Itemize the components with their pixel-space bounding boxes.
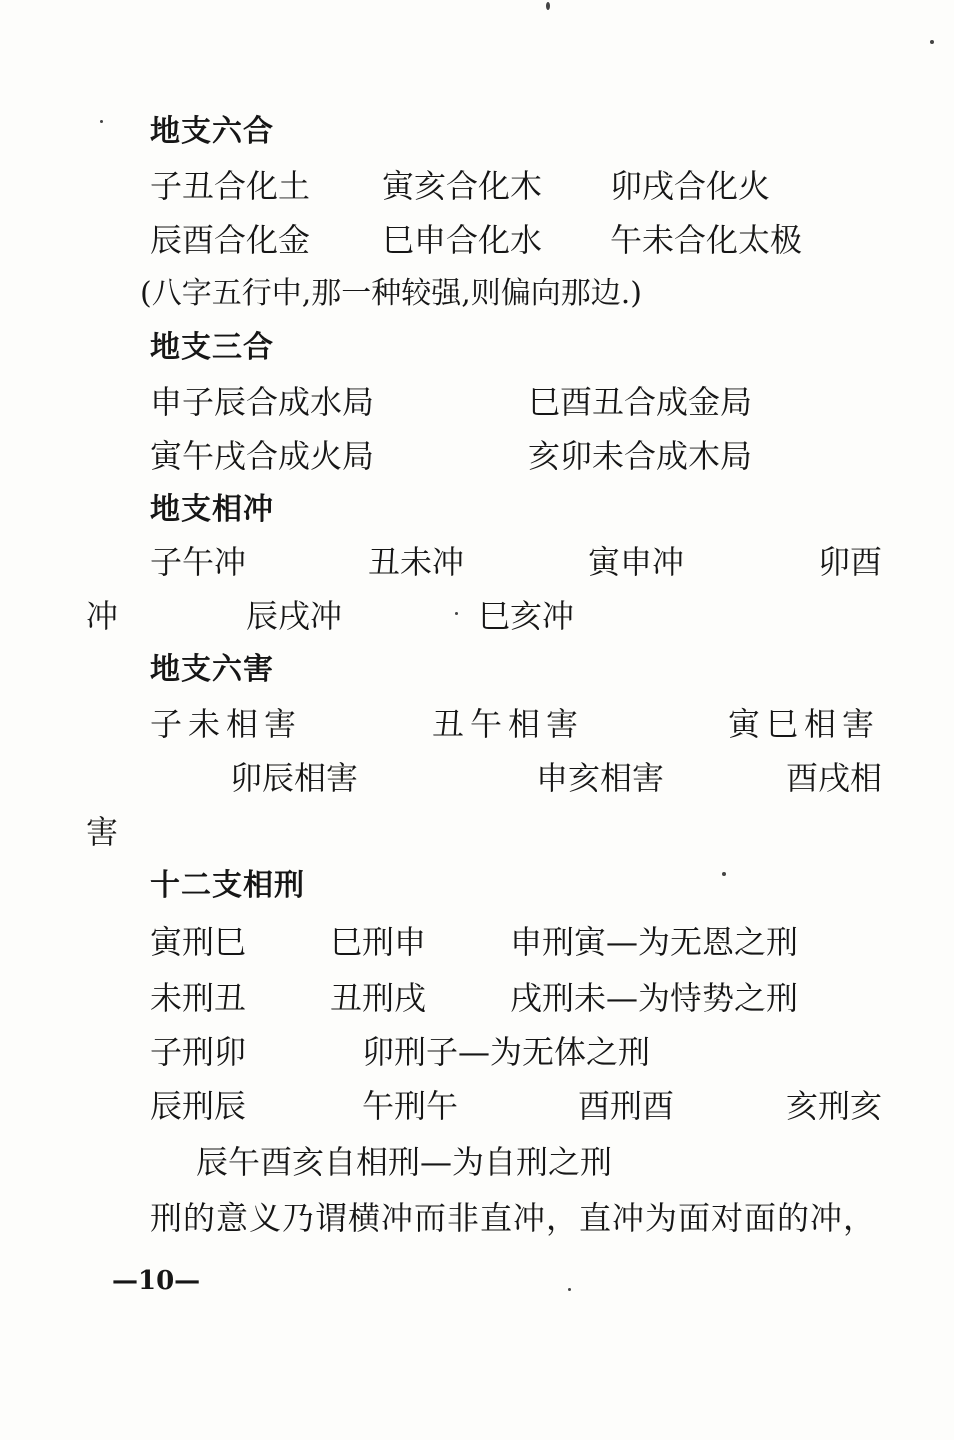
text-line: 卯辰相害 — [230, 759, 359, 797]
text-line: 寅申冲 — [588, 543, 685, 581]
page-number: —10— — [112, 1266, 201, 1296]
scan-speck — [722, 872, 726, 876]
section-heading-liuhe: 地支六合 — [150, 114, 274, 149]
text-line: 寅午戌合成火局 — [150, 437, 375, 475]
text-line: 辰午酉亥自相刑—为自刑之刑 — [196, 1143, 613, 1181]
scan-speck — [100, 120, 103, 123]
text-line: 亥卯未合成木局 — [528, 437, 753, 475]
text-line: 丑午相害 — [432, 705, 585, 743]
text-line: 申子辰合成水局 — [150, 383, 375, 421]
section-heading-xiangchong: 地支相冲 — [150, 492, 274, 527]
text-line: 丑未冲 — [368, 543, 465, 581]
scan-speck — [930, 40, 934, 44]
text-line: 寅巳相害 — [728, 705, 881, 743]
section-heading-liuhai: 地支六害 — [150, 652, 274, 687]
text-line: 卯酉 — [818, 543, 883, 581]
text-line: 午未合化太极 — [610, 221, 803, 259]
text-line: 害 — [86, 813, 119, 851]
text-line: 巳酉丑合成金局 — [528, 383, 753, 421]
text-line: 卯刑子—为无体之刑 — [362, 1033, 651, 1071]
text-line: 申亥相害 — [536, 759, 665, 797]
text-line: 卯戌合化火 — [610, 167, 771, 205]
text-line: 申刑寅—为无恩之刑 — [510, 923, 799, 961]
text-line: 午刑午 — [362, 1087, 459, 1125]
section-heading-sanhe: 地支三合 — [150, 330, 274, 365]
scan-speck — [568, 1288, 571, 1291]
section-heading-xiangxing: 十二支相刑 — [150, 868, 305, 903]
text-line: 辰酉合化金 — [150, 221, 311, 259]
text-line: 寅刑巳 — [150, 923, 247, 961]
paragraph-line: 刑的意义乃谓横冲而非直冲，直冲为面对面的冲， — [150, 1199, 877, 1237]
text-line: 冲 — [86, 597, 119, 635]
text-line: 丑刑戌 — [330, 979, 427, 1017]
scan-speck — [546, 2, 550, 10]
text-line: 巳亥冲 — [478, 597, 575, 635]
text-line: 寅亥合化木 — [382, 167, 543, 205]
text-line: 辰戌冲 — [246, 597, 343, 635]
text-line: 巳申合化水 — [382, 221, 543, 259]
note-line: (八字五行中,那一种较强,则偏向那边.) — [140, 276, 643, 311]
scan-speck — [455, 612, 458, 615]
text-line: 未刑丑 — [150, 979, 247, 1017]
text-line: 酉戌相 — [786, 759, 883, 797]
text-line: 亥刑亥 — [786, 1087, 883, 1125]
text-line: 子刑卯 — [150, 1033, 247, 1071]
text-line: 巳刑申 — [330, 923, 427, 961]
text-line: 子丑合化土 — [150, 167, 311, 205]
text-line: 酉刑酉 — [578, 1087, 675, 1125]
text-line: 辰刑辰 — [150, 1087, 247, 1125]
text-line: 子午冲 — [150, 543, 247, 581]
text-line: 戌刑未—为恃势之刑 — [510, 979, 799, 1017]
text-line: 子未相害 — [150, 705, 303, 743]
